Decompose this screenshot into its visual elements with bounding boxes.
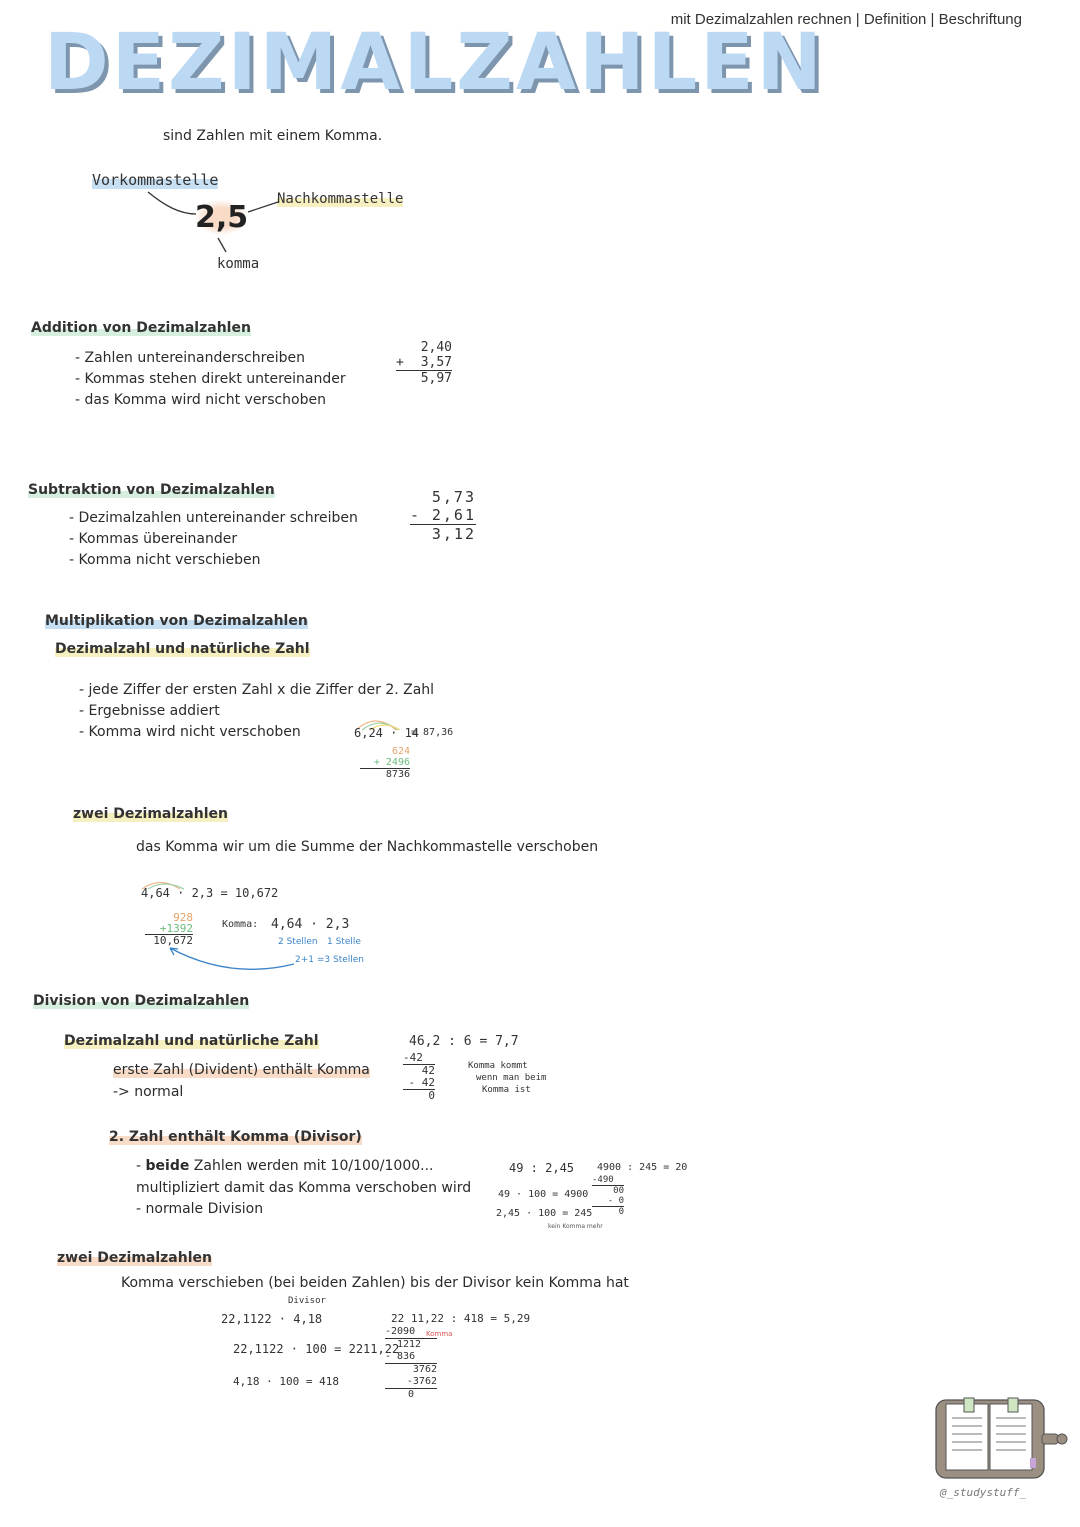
division-sub2: 2. Zahl enthält Komma (Divisor) [109,1129,362,1145]
list-item: - Dezimalzahlen untereinander schreiben [69,508,358,529]
mult-komma-expr: 4,64 · 2,3 [271,917,350,932]
calc-line: -490 [592,1175,614,1185]
div-calc2-l1: 49 · 100 = 4900 [498,1189,589,1200]
div-calc2-rexpr: 4900 : 245 = 20 [597,1162,688,1173]
div-calc2-steps [592,1175,624,1217]
multiplication-sub1: Dezimalzahl und natürliche Zahl [55,641,310,657]
mult-stellen-sum: 2+1 =3 Stellen [295,955,365,965]
division-text2a: - beide Zahlen werden mit 10/100/1000... [136,1158,434,1174]
subtraction-title: Subtraktion von Dezimalzahlen [28,482,275,498]
mult-calc1-steps [360,746,410,780]
calc-result: 0 [592,1206,624,1217]
list-item: - Komma nicht verschieben [69,550,358,571]
page-title: DEZIMALZAHLEN [44,18,825,108]
multiplication-sub2: zwei Dezimalzahlen [73,806,228,822]
calc-line: 2,61 [431,506,476,524]
division-title: Division von Dezimalzahlen [33,993,250,1009]
calc-operator: - [410,506,422,524]
calc-line: - 0 [607,1196,624,1206]
planner-illustration [930,1392,1070,1488]
division-sub1: Dezimalzahl und natürliche Zahl [64,1033,319,1049]
list-item: - Ergebnisse addiert [79,701,434,722]
calc-line: -2090 [385,1326,416,1337]
calc-operator: + [396,355,404,370]
mult-stellen-2: 1 Stelle [327,937,361,947]
calc-line: + 2496 [373,757,410,768]
emphasis-text: beide [145,1158,190,1174]
div-calc2-l2: 2,45 · 100 = 245 [496,1208,593,1219]
calc-line: 42 [403,1064,435,1077]
calc-line: 3762 [385,1363,437,1376]
list-item: - Kommas stehen direkt untereinander [75,369,346,390]
nachkomma-label: Nachkommastelle [277,191,404,207]
list-item: - das Komma wird nicht verschoben [75,390,346,411]
subtraction-calc [410,488,476,543]
mult-stellen-1: 2 Stellen [278,937,318,947]
example-number: 2,5 [195,200,249,235]
vorkomma-label: Vorkommastelle [92,171,219,189]
addition-title: Addition von Dezimalzahlen [31,320,251,336]
calc-line: 2,40 [420,340,452,355]
note-line: wenn man beim [476,1073,547,1083]
list-item: - jede Ziffer der ersten Zahl x die Ziffer der 2. Zahl [79,680,434,701]
calc-line: 00 [592,1185,624,1196]
calc-result: 0 [403,1089,435,1102]
calc-line: -42 [403,1051,423,1064]
calc-line: 928 [173,911,193,924]
note-line: Komma ist [482,1085,531,1095]
multiplication-text2: das Komma wir um die Summe der Nachkommastelle verschoben [136,839,599,855]
div-calc2-note: kein Komma mehr [548,1223,603,1230]
div-calc3-divisor-label: Divisor [288,1296,326,1306]
div-calc1-steps [403,1052,435,1102]
calc-line: 1212 [385,1338,437,1351]
division-text1b: -> normal [113,1084,184,1100]
div-calc1-expr: 46,2 : 6 = 7,7 [409,1034,519,1049]
calc-line: -3762 [406,1376,437,1387]
definition-connector-lines [140,188,290,258]
division-text2c: - normale Division [136,1201,264,1217]
calc-result: 0 [385,1388,437,1401]
definition-intro: sind Zahlen mit einem Komma. [163,128,383,144]
list-item: - Komma wird nicht verschoben [79,722,434,743]
mult-komma-label: Komma: [222,919,259,930]
div-calc1-note [468,1060,546,1096]
mult-calc2-expr: 4,64 · 2,3 = 10,672 [141,886,279,900]
division-sub3: zwei Dezimalzahlen [57,1250,212,1266]
mult-calc1-expr: 6,24 · 14 [354,726,420,740]
komma-label: komma [217,256,260,272]
topic-note: mit Dezimalzahlen rechnen | Definition | Beschriftung [670,11,1022,28]
list-item: - Kommas übereinander [69,529,358,550]
addition-bullets [75,348,346,411]
div-calc3-l1: 22,1122 · 100 = 2211,22 [233,1342,400,1356]
note-line: Komma kommt [468,1061,528,1071]
calc-result: 3,12 [410,524,476,543]
multiplication-title: Multiplikation von Dezimalzahlen [45,613,308,629]
div-calc2-expr: 49 : 2,45 [509,1161,575,1175]
calc-line: 3,57 [420,355,452,370]
subtraction-bullets [69,508,358,571]
calc-result: 10,672 [145,934,193,946]
division-text3: Komma verschieben (bei beiden Zahlen) bis der Divisor kein Komma hat [121,1275,629,1291]
calc-line: 624 [391,746,410,757]
mult-calc1-eq: = 87,36 [411,727,454,738]
div-calc3-komma-note: Komma [426,1330,453,1338]
div-calc3-l2: 4,18 · 100 = 418 [233,1375,339,1388]
text-span: Zahlen werden mit 10/100/1000... [189,1158,434,1174]
calc-result: 8736 [360,768,410,780]
calc-line: - 42 [408,1076,435,1089]
calc-line: +1392 [159,922,193,935]
mult-komma-arrow [160,940,300,976]
division-text1a: erste Zahl (Divident) enthält Komma [113,1062,370,1078]
division-text2b: multipliziert damit das Komma verschoben wird [136,1180,472,1196]
div-calc3-expr: 22,1122 · 4,18 [221,1312,323,1326]
calc-line: - 836 [385,1351,416,1362]
addition-calc [396,340,452,386]
calc-line: 5,73 [431,488,476,506]
list-item: - Zahlen untereinanderschreiben [75,348,346,369]
calc-result: 5,97 [396,370,452,386]
credit-text: @_studystuff_ [940,1486,1027,1499]
div-calc3-rexpr: 22 11,22 : 418 = 5,29 [391,1312,531,1325]
